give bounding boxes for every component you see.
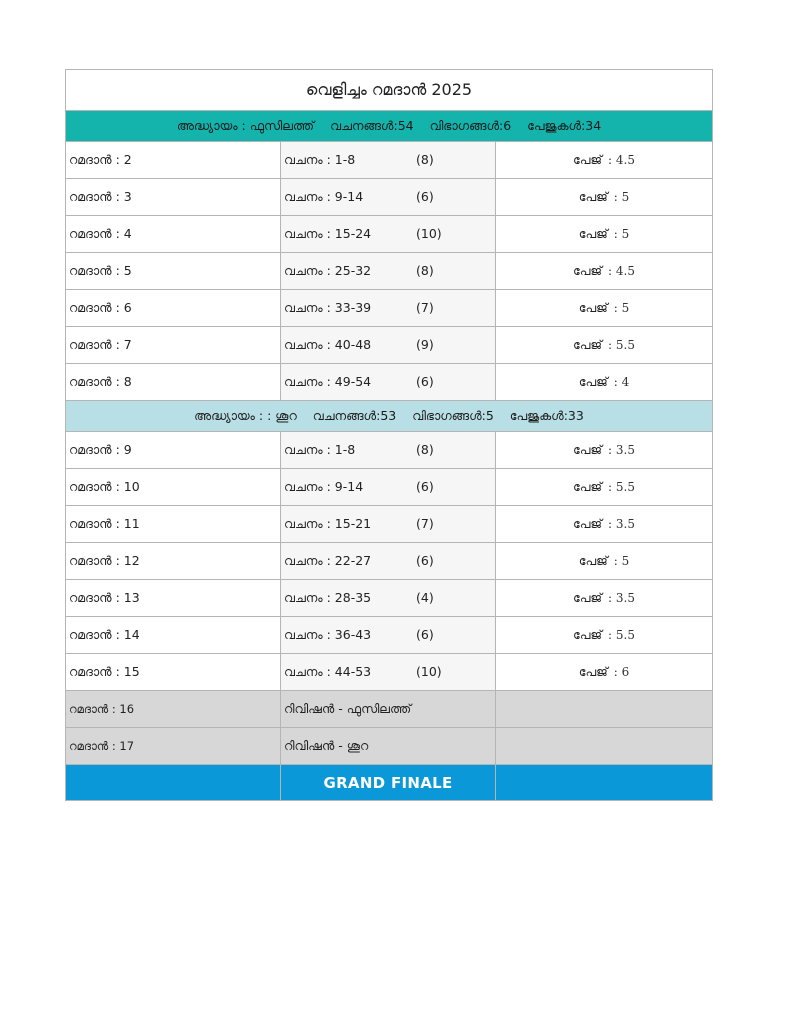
page-cell [496,469,713,506]
page-value: : 4.5 [608,264,635,278]
page-cell [496,617,713,654]
parts-total: വിഭാഗങ്ങൾ:6 [429,118,512,133]
table-row [66,469,713,506]
section-header-fussilat [66,111,713,142]
page-label: പേജ് [578,300,608,315]
verse-cell [281,654,496,691]
table-row [66,654,713,691]
page-label: പേജ് [578,189,608,204]
verse-range: വചനം : 1-8 [284,442,356,457]
table-row [66,617,713,654]
table-row [66,364,713,401]
verse-cell [281,179,496,216]
day-cell: റമദാൻ : 2 [66,142,281,179]
day-cell: റമദാൻ : 8 [66,364,281,401]
verse-cell [281,469,496,506]
section1-rows [66,142,713,401]
page-label: പേജ് [578,374,608,389]
verse-cell [281,617,496,654]
verse-range: വചനം : 40-48 [284,337,372,352]
verse-cell [281,506,496,543]
verse-range: വചനം : 15-24 [284,226,372,241]
verse-cell [281,364,496,401]
page-value: : 5 [613,227,630,241]
table-row [66,216,713,253]
page-value: : 3.5 [608,591,635,605]
finale-right-cell [496,765,713,801]
table-row [66,253,713,290]
verse-cell [281,253,496,290]
parts-total: വിഭാഗങ്ങൾ:5 [412,408,494,423]
page-label: പേജ് [573,479,603,494]
page-value: : 5 [613,554,630,568]
verse-cell [281,432,496,469]
day-cell: റമദാൻ : 10 [66,469,281,506]
page-label: പേജ് [573,590,603,605]
table-row [66,432,713,469]
page-cell [496,179,713,216]
verse-range: വചനം : 25-32 [284,263,372,278]
verse-count: (10) [416,226,442,241]
verse-count: (8) [416,152,434,167]
verse-range: വചനം : 15-21 [284,516,372,531]
page-label: പേജ് [573,627,603,642]
page-label: പേജ് [578,226,608,241]
revision-topic: റിവിഷൻ - ഫുസിലത്ത് [281,691,496,728]
verse-cell [281,543,496,580]
chapter-label: അദ്ധ്യായം : ഫുസിലത്ത് [176,118,315,133]
revision-rows [66,691,713,765]
empty-cell [496,691,713,728]
page-cell [496,327,713,364]
page-title: വെളിച്ചം റമദാൻ 2025 [66,70,713,111]
day-cell: റമദാൻ : 11 [66,506,281,543]
verses-total: വചനങ്ങൾ:53 [312,408,397,423]
page-cell [496,580,713,617]
page-cell [496,543,713,580]
section2-rows [66,432,713,691]
page-cell [496,253,713,290]
page-value: : 4 [613,375,630,389]
page-label: പേജ് [573,442,603,457]
revision-row [66,728,713,765]
verse-count: (4) [416,590,434,605]
page-label: പേജ് [573,337,603,352]
day-cell: റമദാൻ : 9 [66,432,281,469]
verse-range: വചനം : 33-39 [284,300,372,315]
day-cell: റമദാൻ : 6 [66,290,281,327]
page-cell [496,506,713,543]
page-label: പേജ് [573,263,603,278]
table-row [66,179,713,216]
verse-range: വചനം : 44-53 [284,664,372,679]
verse-range: വചനം : 49-54 [284,374,372,389]
verse-range: വചനം : 9-14 [284,479,364,494]
title-row [66,70,713,111]
chapter-label: അദ്ധ്യായം : : ശൂറ [194,408,297,423]
day-cell: റമദാൻ : 15 [66,654,281,691]
grand-finale-label: GRAND FINALE [281,765,496,801]
page-value: : 4.5 [608,153,635,167]
page-label: പേജ് [573,152,603,167]
revision-topic: റിവിഷൻ - ശൂറ [281,728,496,765]
section-header-shura [66,401,713,432]
page-label: പേജ് [573,516,603,531]
verse-range: വചനം : 22-27 [284,553,372,568]
page-cell [496,216,713,253]
verses-total: വചനങ്ങൾ:54 [330,118,414,133]
page-value: : 6 [613,665,630,679]
page-value: : 5.5 [608,628,635,642]
page-cell [496,432,713,469]
table-row [66,327,713,364]
verse-count: (6) [416,374,434,389]
verse-count: (6) [416,479,434,494]
day-cell: റമദാൻ : 5 [66,253,281,290]
day-cell: റമദാൻ : 14 [66,617,281,654]
page-label: പേജ് [578,553,608,568]
verse-count: (8) [416,442,434,457]
verse-count: (6) [416,189,434,204]
page-value: : 5.5 [608,338,635,352]
finale-left-cell [66,765,281,801]
page-value: : 5 [613,301,630,315]
page-value: : 5 [613,190,630,204]
day-cell: റമദാൻ : 12 [66,543,281,580]
day-cell: റമദാൻ : 7 [66,327,281,364]
day-cell: റമദാൻ : 3 [66,179,281,216]
page-value: : 3.5 [608,443,635,457]
verse-count: (8) [416,263,434,278]
verse-count: (7) [416,516,434,531]
verse-cell [281,290,496,327]
verse-range: വചനം : 36-43 [284,627,372,642]
page-value: : 5.5 [608,480,635,494]
verse-cell [281,327,496,364]
verse-cell [281,580,496,617]
table-row [66,580,713,617]
pages-total: പേജുകൾ:34 [527,118,602,133]
verse-count: (6) [416,553,434,568]
table-row [66,290,713,327]
page-cell [496,364,713,401]
day-cell: റമദാൻ : 4 [66,216,281,253]
verse-count: (6) [416,627,434,642]
page-cell [496,142,713,179]
verse-cell [281,216,496,253]
verse-cell [281,142,496,179]
day-cell: റമദാൻ : 16 [66,691,281,728]
page-value: : 3.5 [608,517,635,531]
pages-total: പേജുകൾ:33 [509,408,584,423]
verse-count: (10) [416,664,442,679]
day-cell: റമദാൻ : 13 [66,580,281,617]
table-row [66,543,713,580]
day-cell: റമദാൻ : 17 [66,728,281,765]
verse-count: (7) [416,300,434,315]
verse-range: വചനം : 9-14 [284,189,364,204]
verse-range: വചനം : 1-8 [284,152,356,167]
page-cell [496,654,713,691]
revision-row [66,691,713,728]
verse-count: (9) [416,337,434,352]
page-cell [496,290,713,327]
table-row [66,506,713,543]
finale-row [66,765,713,801]
table-row [66,142,713,179]
ramadan-schedule-table [65,69,713,801]
page-label: പേജ് [578,664,608,679]
verse-range: വചനം : 28-35 [284,590,372,605]
empty-cell [496,728,713,765]
